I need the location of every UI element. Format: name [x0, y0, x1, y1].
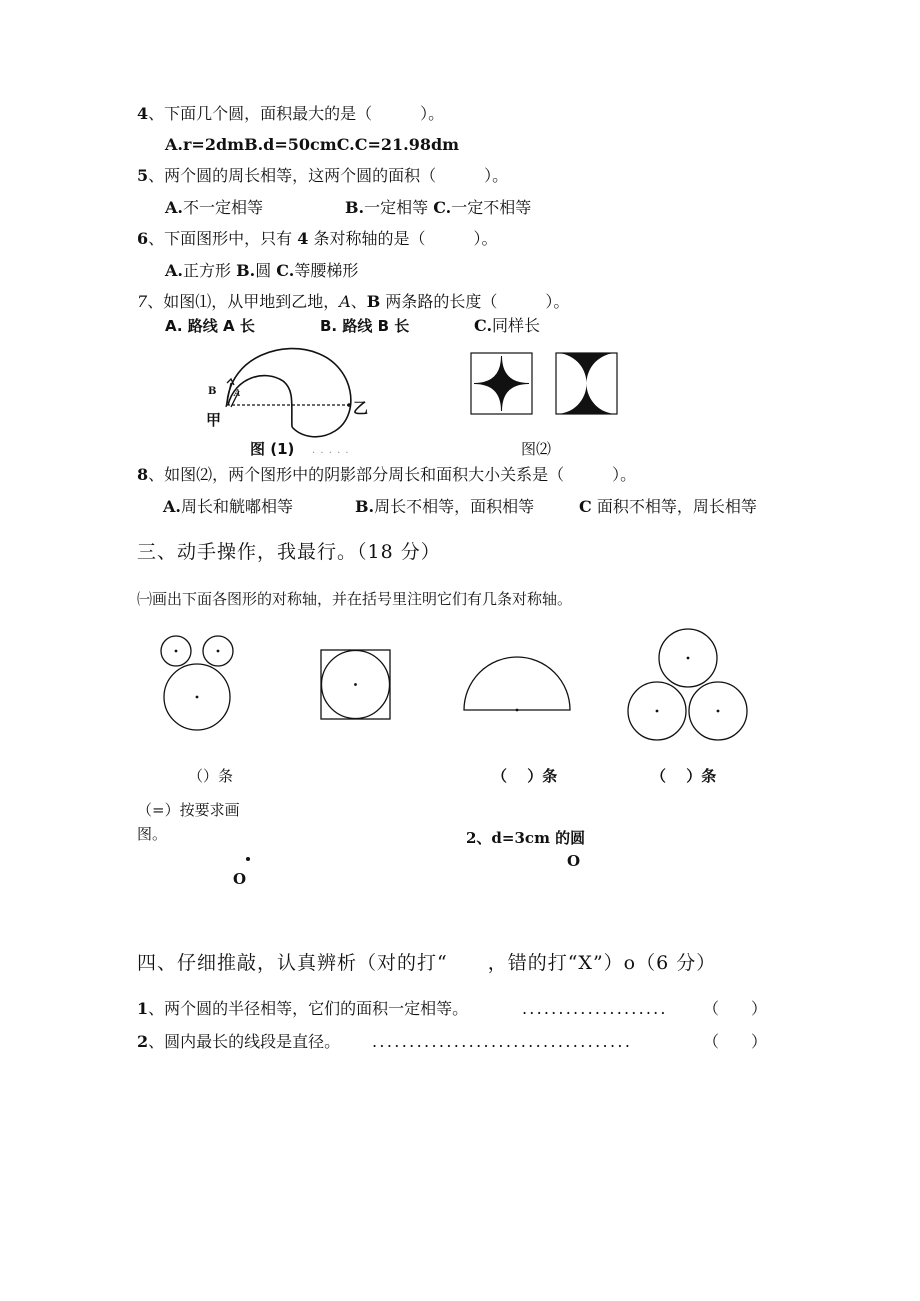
q8-option-c-text: 面积不相等，周长相等	[596, 497, 757, 516]
q8-number: 8	[137, 465, 149, 484]
q8-option-a-text: 周长和觥嘟相等	[180, 497, 293, 516]
fig2-caption: 图⑵	[521, 440, 552, 458]
center-dot	[354, 683, 357, 686]
q8-option-c-letter: C	[579, 497, 592, 516]
q8-text: 、如图⑵，两个图形中的阴影部分周长和面积大小关系是（ ）。	[148, 465, 637, 484]
q8-option-a	[163, 497, 293, 517]
q7-option-c	[474, 316, 540, 336]
q5-option-c-letter: C.	[433, 198, 452, 217]
route-a-path	[228, 376, 292, 427]
q7-option-c-letter: C.	[474, 316, 493, 335]
task-2-text: 2、d=3cm 的圆	[466, 829, 586, 847]
q5-option-b-text: 一定相等	[364, 198, 429, 217]
fig1-caption: 图 (1)	[250, 440, 295, 458]
point-end	[347, 403, 351, 407]
q6-number: 6	[137, 229, 149, 248]
figure-1-routes	[195, 335, 375, 445]
route-b-path	[227, 349, 351, 437]
task-2-circle	[466, 828, 585, 848]
q5-option-b-letter: B.	[345, 198, 365, 217]
fig1-label-b: B	[208, 386, 217, 397]
semicircle-outline	[464, 657, 570, 710]
q7-line	[137, 292, 569, 312]
point-o-1-dot	[246, 857, 250, 861]
q8-option-a-letter: A.	[163, 497, 181, 516]
q8-option-b-text: 周长不相等，面积相等	[374, 497, 535, 516]
q6-option-a-text: 正方形	[182, 261, 231, 280]
q7-letter-a: A	[339, 292, 351, 311]
tf-item-2-text: 、圆内最长的线段是直径。	[148, 1032, 341, 1051]
q7-option-c-text: 同样长	[492, 316, 541, 335]
q5-option-a-text: 不一定相等	[182, 198, 263, 217]
q5-text: 、两个圆的周长相等，这两个圆的面积（ ）。	[148, 166, 509, 185]
q7-option-b: B. 路线 B 长	[320, 317, 410, 335]
shape-circle-in-square	[320, 649, 392, 721]
q7-text-a: 、如图⑴，从甲地到乙地，	[147, 292, 340, 311]
q4-number: 4	[137, 104, 149, 123]
fig1-dots: . . . . .	[312, 445, 350, 456]
center-dot	[516, 709, 519, 712]
q5-option-c-text: 一定不相等	[451, 198, 532, 217]
section-3-sub2-line1: （=）按要求画	[137, 801, 240, 819]
q5-option-bc	[345, 198, 531, 218]
center-dot	[717, 710, 720, 713]
fig1-end-label: 乙	[353, 399, 369, 417]
tf-item-2-answer[interactable]: （ ）	[703, 1032, 768, 1051]
shape-1-answer[interactable]: （）条	[188, 767, 234, 785]
q4-line	[137, 104, 444, 124]
center-dot	[217, 650, 220, 653]
q5-option-a-letter: A.	[165, 198, 183, 217]
q4-options: A.r=2dmB.d=50cmC.C=21.98dm	[165, 135, 460, 154]
section-3-sub2-line2: 图。	[137, 825, 168, 843]
shape-three-circles	[626, 626, 752, 744]
tf-item-1-dots: ....................	[522, 999, 668, 1018]
shape-semicircle	[462, 655, 574, 715]
tf-item-2	[137, 1032, 340, 1052]
q8-line	[137, 465, 636, 485]
tf-item-1-number: 1	[137, 999, 149, 1018]
section-3-sub1: ㈠画出下面各图形的对称轴，并在括号里注明它们有几条对称轴。	[137, 590, 573, 608]
q8-option-b-letter: B.	[355, 497, 375, 516]
q7-sep: 、	[350, 292, 367, 311]
point-o-2-label: O	[567, 852, 581, 870]
q5-option-a	[165, 198, 263, 218]
center-dot	[656, 710, 659, 713]
q6-option-b-letter: B.	[236, 261, 256, 280]
q6-text-num: 4	[297, 229, 309, 248]
tf-item-1-text: 、两个圆的半径相等，它们的面积一定相等。	[148, 999, 469, 1018]
q6-option-b-text: 圆	[255, 261, 272, 280]
q8-option-b	[355, 497, 534, 517]
q7-option-a: A. 路线 A 长	[165, 317, 255, 335]
shape-4-answer[interactable]: （ ）条	[651, 767, 717, 785]
q6-option-c-text: 等腰梯形	[294, 261, 359, 280]
q5-line	[137, 166, 508, 186]
point-o-1-label: O	[233, 870, 247, 888]
fig1-start-label: 甲	[206, 411, 222, 429]
center-dot	[175, 650, 178, 653]
tf-item-1-answer[interactable]: （ ）	[703, 999, 768, 1018]
center-dot	[196, 696, 199, 699]
tf-item-1	[137, 999, 468, 1019]
q6-option-c-letter: C.	[276, 261, 295, 280]
q7-letter-b: B	[366, 292, 381, 311]
q7-text-post: 两条路的长度（ ）。	[385, 292, 570, 311]
shape-3-answer[interactable]: （ ）条	[492, 767, 558, 785]
section-4-title: 四、仔细推敲，认真辨析（对的打“ ，错的打“X”）o（6 分）	[137, 952, 717, 974]
q6-options	[165, 261, 358, 281]
shape-bear-circles	[155, 630, 245, 740]
q4-text: 、下面几个圆，面积最大的是（ ）。	[148, 104, 445, 123]
fig1-label-a: A	[234, 389, 241, 399]
q6-option-a-letter: A.	[165, 261, 183, 280]
section-3-title: 三、动手操作，我最行。（18 分）	[137, 541, 441, 563]
q6-text-post: 条对称轴的是（ ）。	[313, 229, 498, 248]
q7-number: 7	[137, 292, 148, 311]
tf-item-2-dots: ...................................	[372, 1032, 633, 1051]
center-dot	[687, 657, 690, 660]
figure-2-squares	[470, 352, 620, 416]
q8-option-c	[579, 497, 757, 517]
q6-line	[137, 229, 498, 249]
q6-text-pre: 、下面图形中，只有	[148, 229, 293, 248]
q5-number: 5	[137, 166, 149, 185]
tf-item-2-number: 2	[137, 1032, 149, 1051]
